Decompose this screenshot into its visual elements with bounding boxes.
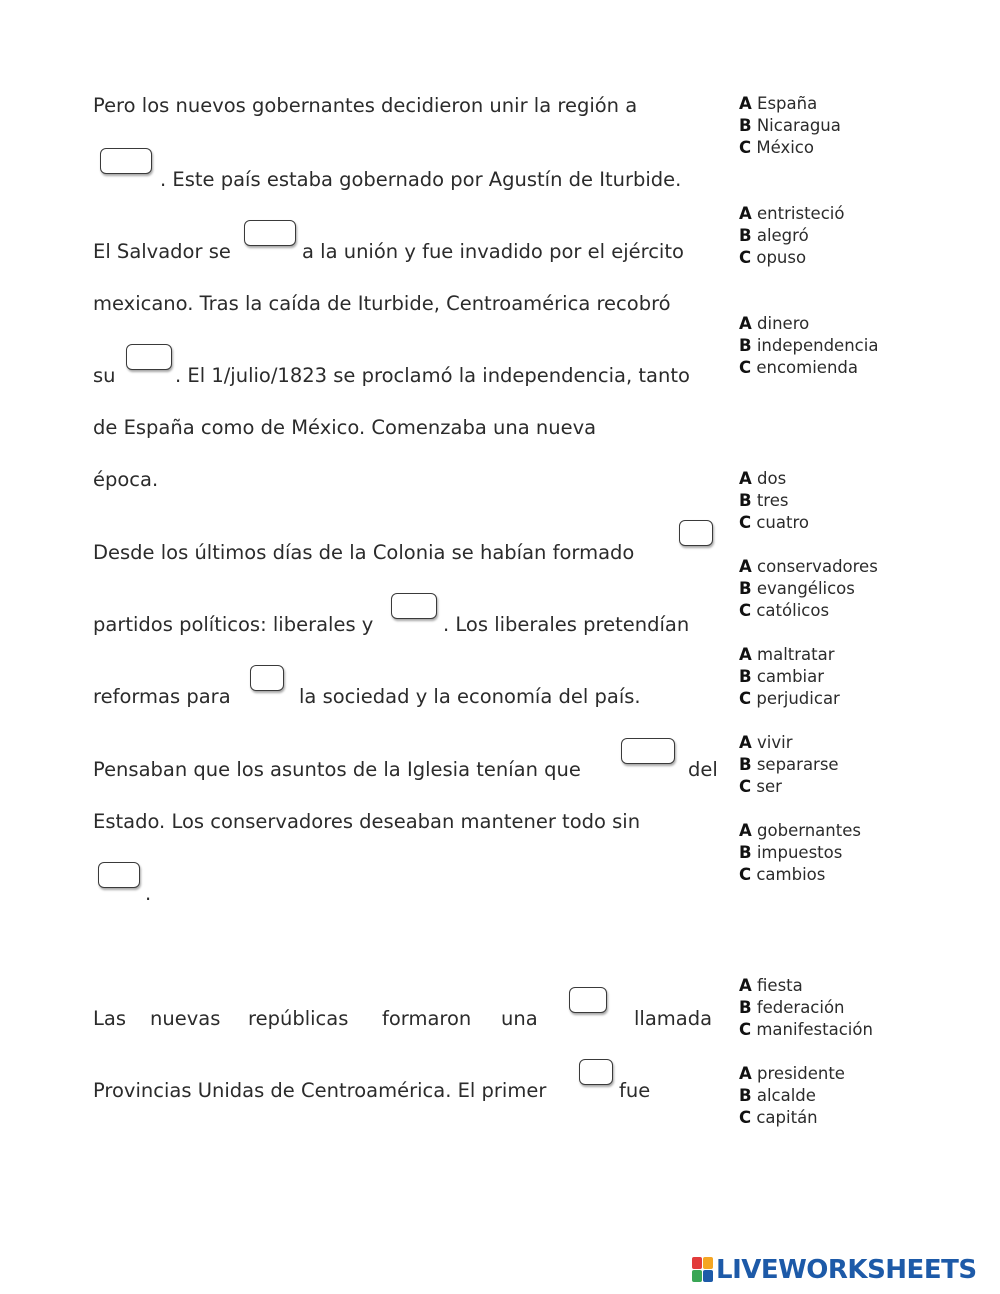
text-line-7: época.	[93, 468, 159, 491]
option-c: C opuso	[739, 248, 807, 267]
text-line-10b: la sociedad y la economía del país.	[299, 685, 641, 708]
options-group-2	[739, 203, 844, 269]
text-line-12: Estado. Los conservadores deseaban mantener todo sin	[93, 810, 641, 833]
option-c: C perjudicar	[739, 689, 840, 708]
option-b: B alegró	[739, 226, 809, 245]
option-c: C ser	[739, 777, 782, 796]
text-line-5a: su	[93, 364, 116, 387]
text-line-9b: . Los liberales pretendían	[443, 613, 690, 636]
option-b: B cambiar	[739, 667, 825, 686]
answer-box-3[interactable]	[126, 344, 172, 370]
word-4: formaron	[382, 1007, 472, 1030]
options-group-10	[739, 1063, 845, 1129]
liveworksheets-logo[interactable]	[692, 1256, 977, 1284]
option-a: A fiesta	[739, 976, 803, 995]
answer-box-7[interactable]	[621, 738, 675, 764]
option-b: B Nicaragua	[739, 116, 841, 135]
option-b: B evangélicos	[739, 579, 855, 598]
logo-text: LIVEWORKSHEETS	[716, 1255, 977, 1285]
text-line-10a: reformas para	[93, 685, 231, 708]
text-line-5b: . El 1/julio/1823 se proclamó la independencia, tanto	[175, 364, 690, 387]
text-line-9a: partidos políticos: liberales y	[93, 613, 374, 636]
text-line-11b: del	[688, 758, 718, 781]
option-a: A España	[739, 94, 818, 113]
option-b: B tres	[739, 491, 789, 510]
logo-mark-icon	[692, 1257, 714, 1283]
answer-box-10[interactable]	[579, 1059, 613, 1085]
text-line-6: de España como de México. Comenzaba una nueva	[93, 416, 597, 439]
option-c: C México	[739, 138, 814, 157]
option-c: C cuatro	[739, 513, 809, 532]
options-group-4	[739, 468, 809, 534]
text-line-8: Desde los últimos días de la Colonia se habían formado	[93, 541, 635, 564]
word-3: repúblicas	[248, 1007, 349, 1030]
options-group-7	[739, 732, 839, 798]
text-line-4: mexicano. Tras la caída de Iturbide, Centroamérica recobró	[93, 292, 671, 315]
word-6: llamada	[634, 1007, 713, 1030]
option-b: B separarse	[739, 755, 839, 774]
answer-box-1[interactable]	[100, 148, 152, 174]
option-c: C cambios	[739, 865, 826, 884]
option-a: A conservadores	[739, 557, 878, 576]
option-b: B impuestos	[739, 843, 843, 862]
option-c: C católicos	[739, 601, 830, 620]
text-line-3a: El Salvador se	[93, 240, 231, 263]
options-group-1	[739, 93, 841, 159]
answer-box-6[interactable]	[250, 665, 284, 691]
option-c: C encomienda	[739, 358, 858, 377]
option-a: A entristeció	[739, 204, 845, 223]
option-b: B independencia	[739, 336, 879, 355]
word-5: una	[501, 1007, 538, 1030]
option-a: A dinero	[739, 314, 810, 333]
options-group-6	[739, 644, 840, 710]
text-line-13: .	[145, 882, 152, 905]
text-line-11a: Pensaban que los asuntos de la Iglesia tenían que	[93, 758, 581, 781]
text-line-3b: a la unión y fue invadido por el ejército	[302, 240, 684, 263]
answer-box-9[interactable]	[569, 987, 607, 1013]
word-1: Las	[93, 1007, 126, 1030]
option-a: A gobernantes	[739, 821, 861, 840]
answer-box-5[interactable]	[391, 593, 437, 619]
text-line-15a: Provincias Unidas de Centroamérica. El primer	[93, 1079, 547, 1102]
option-c: C capitán	[739, 1108, 818, 1127]
text-line-1: Pero los nuevos gobernantes decidieron unir la región a	[93, 94, 638, 117]
answer-box-8[interactable]	[98, 862, 140, 888]
options-group-8	[739, 820, 861, 886]
word-2: nuevas	[150, 1007, 221, 1030]
text-line-15b: fue	[619, 1079, 651, 1102]
option-a: A maltratar	[739, 645, 835, 664]
options-group-5	[739, 556, 878, 622]
option-b: B alcalde	[739, 1086, 816, 1105]
option-b: B federación	[739, 998, 845, 1017]
option-c: C manifestación	[739, 1020, 873, 1039]
option-a: A vivir	[739, 733, 793, 752]
answer-box-2[interactable]	[244, 220, 296, 246]
options-group-3	[739, 313, 878, 379]
text-line-2: . Este país estaba gobernado por Agustín de Iturbide.	[160, 168, 682, 191]
option-a: A presidente	[739, 1064, 845, 1083]
answer-box-4[interactable]	[679, 520, 713, 546]
options-group-9	[739, 975, 873, 1041]
option-a: A dos	[739, 469, 787, 488]
